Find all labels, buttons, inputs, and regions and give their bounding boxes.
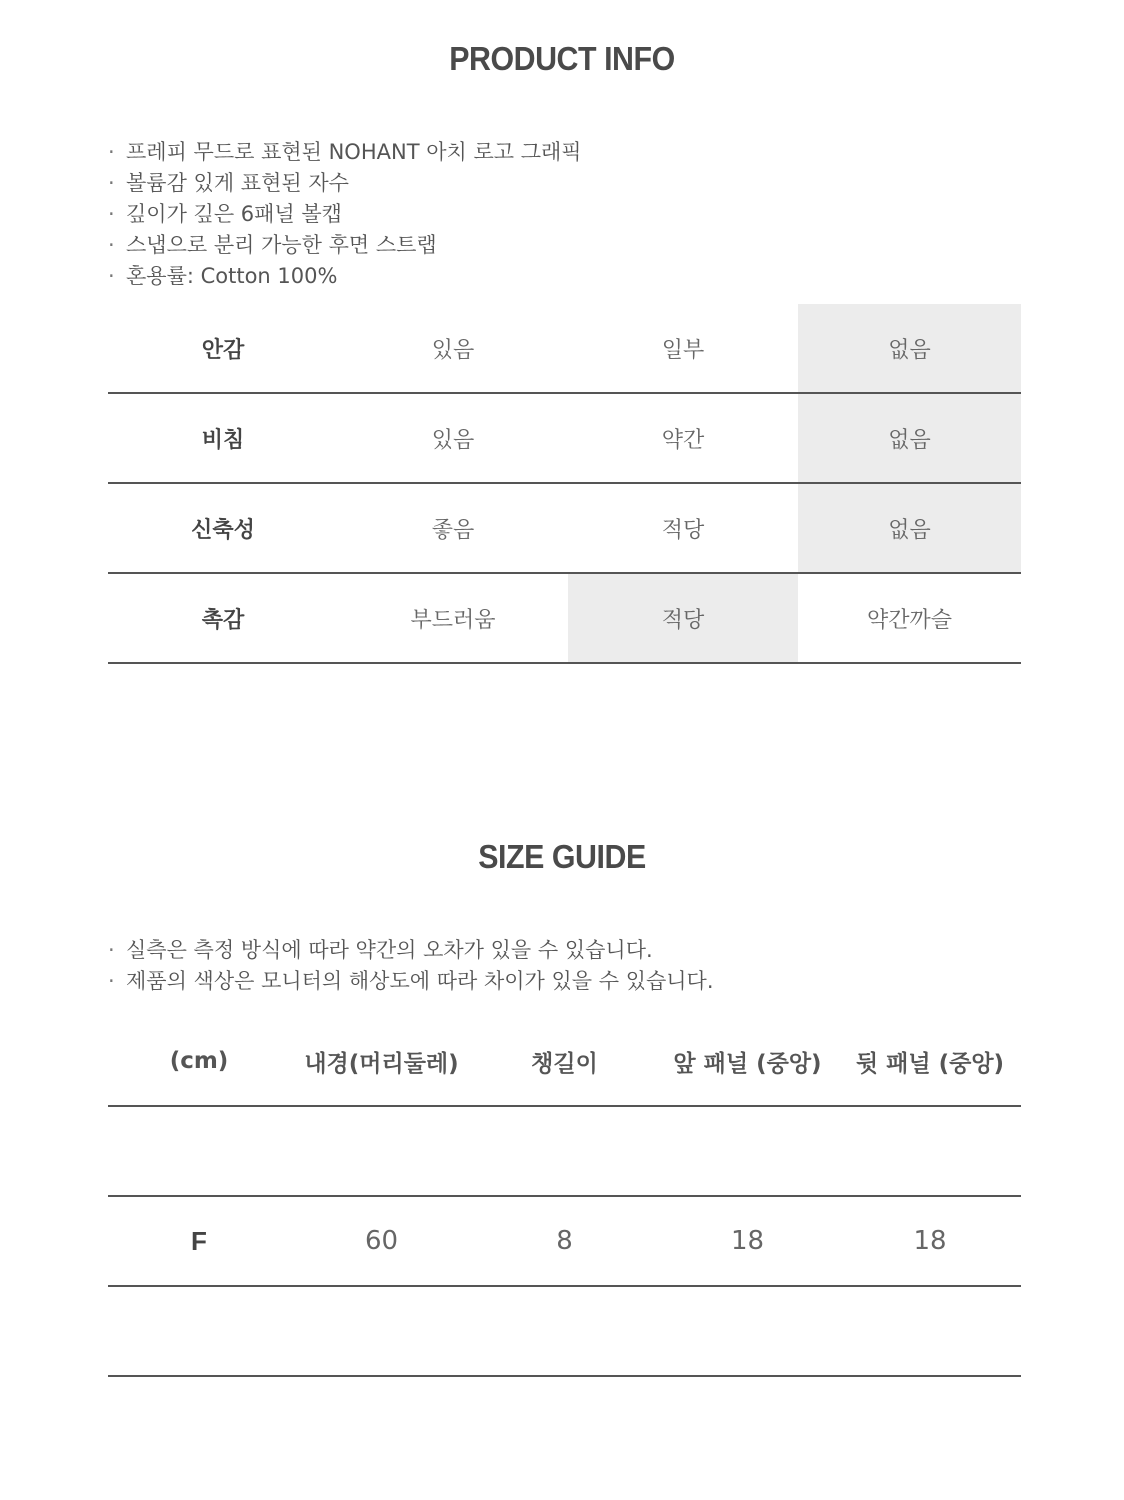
table-cell xyxy=(473,1286,656,1376)
table-cell: 60 xyxy=(290,1196,473,1286)
list-item: · 깊이가 깊은 6패널 볼캡 xyxy=(108,202,342,226)
list-item: · 볼륨감 있게 표현된 자수 xyxy=(108,171,349,195)
attribute-label: 안감 xyxy=(108,304,338,393)
table-row xyxy=(108,304,1021,393)
table-row xyxy=(108,483,1021,573)
table-cell xyxy=(473,1106,656,1196)
attribute-label: 촉감 xyxy=(108,573,338,663)
product-feature-list xyxy=(108,137,582,292)
column-header: 뒷 패널 (중앙) xyxy=(839,1017,1021,1106)
table-row xyxy=(108,573,1021,663)
table-header-row xyxy=(108,1017,1021,1106)
attribute-option: 적당 xyxy=(568,483,798,573)
attribute-label: 비침 xyxy=(108,393,338,483)
attribute-option: 좋음 xyxy=(338,483,568,573)
attribute-label: 신축성 xyxy=(108,483,338,573)
attribute-option: 부드러움 xyxy=(338,573,568,663)
product-attribute-table xyxy=(108,304,1021,664)
column-header: 내경(머리둘레) xyxy=(290,1017,473,1106)
table-cell: 18 xyxy=(839,1196,1021,1286)
product-info-title: PRODUCT INFO xyxy=(449,40,675,77)
attribute-option: 없음 xyxy=(798,304,1021,393)
attribute-option: 없음 xyxy=(798,393,1021,483)
attribute-option: 일부 xyxy=(568,304,798,393)
table-cell xyxy=(290,1286,473,1376)
list-item: · 실측은 측정 방식에 따라 약간의 오차가 있을 수 있습니다. xyxy=(108,938,653,962)
list-item: · 프레피 무드로 표현된 NOHANT 아치 로고 그래픽 xyxy=(108,140,582,164)
size-notes-list xyxy=(108,935,714,997)
attribute-option: 약간 xyxy=(568,393,798,483)
feature-text: 프레피 무드로 표현된 NOHANT 아치 로고 그래픽 xyxy=(126,140,582,164)
attribute-option: 적당 xyxy=(568,573,798,663)
attribute-option: 있음 xyxy=(338,393,568,483)
size-label xyxy=(108,1286,290,1376)
table-cell xyxy=(839,1286,1021,1376)
list-item: · 스냅으로 분리 가능한 후면 스트랩 xyxy=(108,233,437,257)
list-item: · 혼용률: Cotton 100% xyxy=(108,264,338,288)
table-row xyxy=(108,1196,1021,1286)
table-row xyxy=(108,393,1021,483)
table-cell xyxy=(839,1106,1021,1196)
feature-text: 혼용률: Cotton 100% xyxy=(126,264,338,288)
list-item: · 제품의 색상은 모니터의 해상도에 따라 차이가 있을 수 있습니다. xyxy=(108,969,714,993)
table-cell: 18 xyxy=(656,1196,839,1286)
table-cell xyxy=(290,1106,473,1196)
feature-text: 볼륨감 있게 표현된 자수 xyxy=(126,171,349,195)
note-text: 제품의 색상은 모니터의 해상도에 따라 차이가 있을 수 있습니다. xyxy=(126,969,714,993)
note-text: 실측은 측정 방식에 따라 약간의 오차가 있을 수 있습니다. xyxy=(126,938,653,962)
table-cell xyxy=(656,1286,839,1376)
attribute-option: 약간까슬 xyxy=(798,573,1021,663)
feature-text: 스냅으로 분리 가능한 후면 스트랩 xyxy=(126,233,437,257)
size-label: F xyxy=(108,1196,290,1286)
column-header: 챙길이 xyxy=(473,1017,656,1106)
table-row xyxy=(108,1286,1021,1376)
column-header: 앞 패널 (중앙) xyxy=(656,1017,839,1106)
table-row xyxy=(108,1106,1021,1196)
column-header: (cm) xyxy=(108,1017,290,1106)
feature-text: 깊이가 깊은 6패널 볼캡 xyxy=(126,202,342,226)
table-cell xyxy=(656,1106,839,1196)
size-guide-title: SIZE GUIDE xyxy=(478,838,646,875)
attribute-option: 없음 xyxy=(798,483,1021,573)
table-cell: 8 xyxy=(473,1196,656,1286)
attribute-option: 있음 xyxy=(338,304,568,393)
size-table xyxy=(108,1017,1021,1377)
size-label xyxy=(108,1106,290,1196)
